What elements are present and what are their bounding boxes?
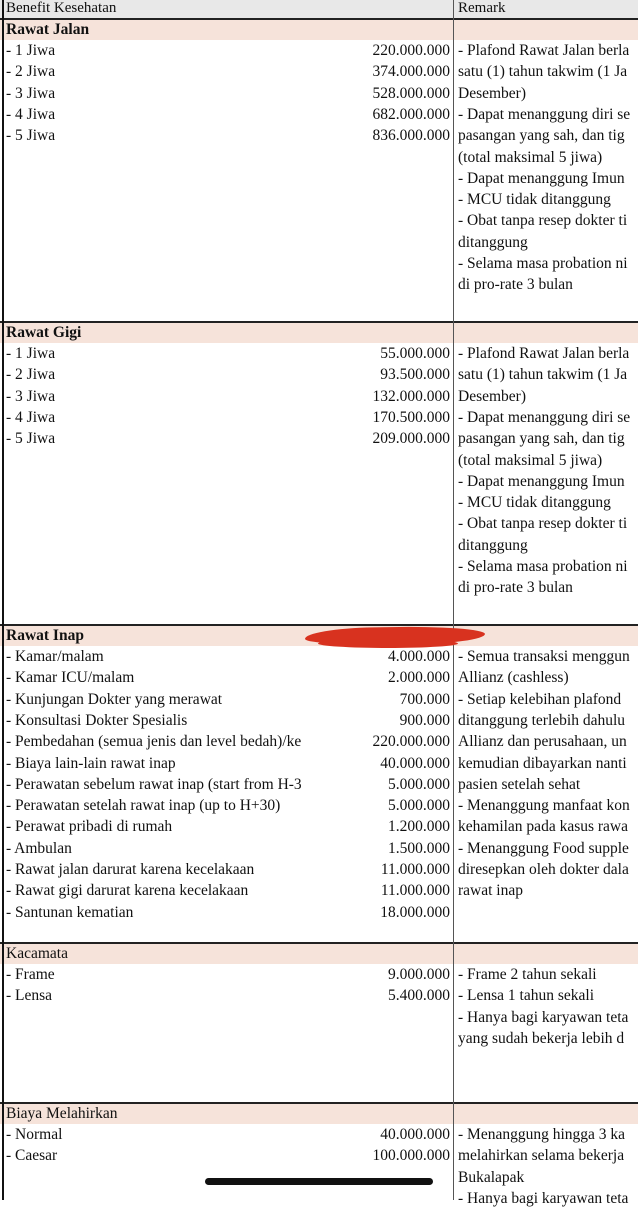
- remark-line: - Dapat menanggung Imun: [458, 472, 625, 490]
- benefit-label: - 1 Jiwa: [6, 42, 56, 59]
- benefit-amount: 93.500.000: [380, 366, 450, 384]
- table-header: [0, 0, 638, 20]
- remark-line: - MCU tidak ditanggung: [458, 494, 611, 512]
- remark-line: - Obat tanpa resep dokter ti: [458, 515, 628, 533]
- remark-line: melahirkan selama bekerja: [458, 1147, 625, 1165]
- remark-line: - Dapat menanggung diri se: [458, 105, 631, 123]
- benefit-label: - Kunjungan Dokter yang merawat: [6, 690, 223, 708]
- remark-line: di pro-rate 3 bulan: [458, 579, 573, 597]
- remark-line: pasangan yang sah, dan tig: [458, 127, 625, 145]
- section-heading: [0, 942, 638, 964]
- remark-line: - Setiap kelebihan plafond: [458, 690, 622, 708]
- section-title: Rawat Jalan: [6, 21, 90, 38]
- benefit-amount: 18.000.000: [380, 903, 450, 921]
- remark-line: diresepkan oleh dokter dala: [458, 861, 629, 878]
- remark-line: - Plafond Rawat Jalan berla: [458, 42, 630, 59]
- remark-line: - Frame 2 tahun sekali: [458, 966, 597, 983]
- benefit-label: - 3 Jiwa: [6, 387, 56, 405]
- remark-line: (total maksimal 5 jiwa): [458, 451, 603, 469]
- remark-line: Desember): [458, 387, 526, 405]
- section-title: Kacamata: [6, 945, 68, 962]
- benefit-amount: 55.000.000: [380, 345, 450, 362]
- remark-line: Allianz (cashless): [458, 669, 569, 687]
- table-row: [0, 880, 638, 901]
- remark-line: Allianz dan perusahaan, un: [458, 733, 627, 751]
- benefit-label: - Kamar ICU/malam: [6, 669, 135, 687]
- table-row: [0, 386, 638, 407]
- remark-line: yang sudah bekerja lebih d: [458, 1029, 625, 1047]
- benefit-amount: 1.500.000: [388, 839, 450, 857]
- remark-line: ditanggung terlebih dahulu: [458, 711, 626, 729]
- benefit-amount: 700.000: [399, 690, 450, 708]
- section-heading: [0, 321, 638, 343]
- benefit-amount: 5.400.000: [388, 987, 450, 1005]
- remark-line: Bukalapak: [458, 1168, 525, 1186]
- benefit-amount: 40.000.000: [380, 754, 450, 772]
- remark-line: - Menanggung manfaat kon: [458, 797, 630, 815]
- remark-line: satu (1) tahun takwim (1 Ja: [458, 63, 628, 81]
- benefit-label: - Lensa: [6, 987, 53, 1005]
- benefit-amount: 900.000: [399, 711, 450, 729]
- home-indicator[interactable]: [205, 1178, 433, 1185]
- benefit-amount: 682.000.000: [372, 105, 450, 123]
- benefit-amount: 170.500.000: [372, 408, 450, 426]
- header-remark: Remark: [458, 0, 506, 16]
- benefit-amount: 11.000.000: [380, 861, 450, 878]
- benefit-label: - Perawatan sebelum rawat inap (start from H-3: [6, 775, 302, 793]
- benefit-label: - Pembedahan (semua jenis dan level bedah)/ke: [6, 733, 302, 751]
- remark-line: pasangan yang sah, dan tig: [458, 430, 625, 448]
- benefit-amount: 1.200.000: [388, 818, 450, 836]
- remark-line: - Selama masa probation ni: [458, 558, 628, 575]
- remark-line: - Dapat menanggung diri se: [458, 408, 631, 426]
- benefit-label: - Frame: [6, 966, 55, 983]
- section-title: Rawat Gigi: [6, 324, 82, 341]
- benefit-label: - 5 Jiwa: [6, 430, 56, 448]
- benefit-amount: 5.000.000: [388, 797, 450, 815]
- benefit-amount: 220.000.000: [372, 733, 450, 751]
- remark-line: - Hanya bagi karyawan teta: [458, 1189, 629, 1207]
- remark-line: di pro-rate 3 bulan: [458, 276, 573, 294]
- remark-line: - Obat tanpa resep dokter ti: [458, 212, 628, 230]
- benefit-label: - Kamar/malam: [6, 648, 104, 665]
- benefit-amount: 836.000.000: [372, 127, 450, 145]
- benefit-label: - Biaya lain-lain rawat inap: [6, 754, 176, 772]
- benefit-amount: 9.000.000: [388, 966, 450, 983]
- remark-line: - Semua transaksi menggun: [458, 648, 630, 665]
- benefit-label: - 5 Jiwa: [6, 127, 56, 145]
- benefit-label: - Santunan kematian: [6, 903, 134, 921]
- benefit-label: - Normal: [6, 1126, 63, 1143]
- remark-line: kehamilan pada kasus rawa: [458, 818, 629, 836]
- table-row: [0, 902, 638, 923]
- remark-line: - Selama masa probation ni: [458, 255, 628, 272]
- benefit-amount: 220.000.000: [372, 42, 450, 59]
- benefit-label: - 4 Jiwa: [6, 408, 56, 426]
- section-heading: [0, 1102, 638, 1124]
- benefit-amount: 2.000.000: [388, 669, 450, 687]
- remark-line: - MCU tidak ditanggung: [458, 191, 611, 209]
- remark-line: rawat inap: [458, 882, 523, 900]
- remark-line: - Lensa 1 tahun sekali: [458, 987, 595, 1005]
- benefit-label: - 1 Jiwa: [6, 345, 56, 362]
- benefit-amount: 40.000.000: [380, 1126, 450, 1143]
- benefit-label: - 2 Jiwa: [6, 63, 56, 81]
- benefit-amount: 5.000.000: [388, 775, 450, 793]
- benefit-amount: 528.000.000: [372, 84, 450, 102]
- section-title: Rawat Inap: [6, 627, 84, 644]
- benefit-label: - Konsultasi Dokter Spesialis: [6, 711, 188, 729]
- header-benefit: Benefit Kesehatan: [6, 0, 117, 16]
- benefit-label: - Caesar: [6, 1147, 58, 1165]
- left-border: [2, 0, 4, 1200]
- benefit-amount: 11.000.000: [380, 882, 450, 900]
- benefit-amount: 132.000.000: [372, 387, 450, 405]
- benefit-amount: 4.000.000: [388, 648, 450, 665]
- remark-line: - Plafond Rawat Jalan berla: [458, 345, 630, 362]
- remark-line: (total maksimal 5 jiwa): [458, 148, 603, 166]
- remark-line: ditanggung: [458, 536, 528, 554]
- benefit-label: - Rawat jalan darurat karena kecelakaan: [6, 861, 255, 878]
- remark-line: - Menanggung Food supple: [458, 839, 629, 857]
- column-divider: [453, 0, 454, 1200]
- benefit-label: - 3 Jiwa: [6, 84, 56, 102]
- redaction-mark-tail: [318, 639, 458, 648]
- benefit-amount: 209.000.000: [372, 430, 450, 448]
- benefit-label: - 4 Jiwa: [6, 105, 56, 123]
- benefit-label: - 2 Jiwa: [6, 366, 56, 384]
- remark-line: ditanggung: [458, 233, 528, 251]
- remark-line: - Menanggung hingga 3 ka: [458, 1126, 626, 1143]
- remark-line: kemudian dibayarkan nanti: [458, 754, 627, 772]
- table-row: [0, 83, 638, 104]
- section-heading: [0, 18, 638, 40]
- section-title: Biaya Melahirkan: [6, 1105, 118, 1122]
- benefit-amount: 100.000.000: [372, 1147, 450, 1165]
- remark-line: - Hanya bagi karyawan teta: [458, 1008, 629, 1026]
- benefit-label: - Ambulan: [6, 839, 72, 857]
- remark-line: - Dapat menanggung Imun: [458, 169, 625, 187]
- remark-line: Desember): [458, 84, 526, 102]
- remark-line: pasien setelah sehat: [458, 775, 581, 793]
- benefit-label: - Perawat pribadi di rumah: [6, 818, 173, 836]
- benefit-label: - Perawatan setelah rawat inap (up to H+30): [6, 797, 281, 815]
- benefit-label: - Rawat gigi darurat karena kecelakaan: [6, 882, 249, 900]
- remark-line: satu (1) tahun takwim (1 Ja: [458, 366, 628, 384]
- benefit-amount: 374.000.000: [372, 63, 450, 81]
